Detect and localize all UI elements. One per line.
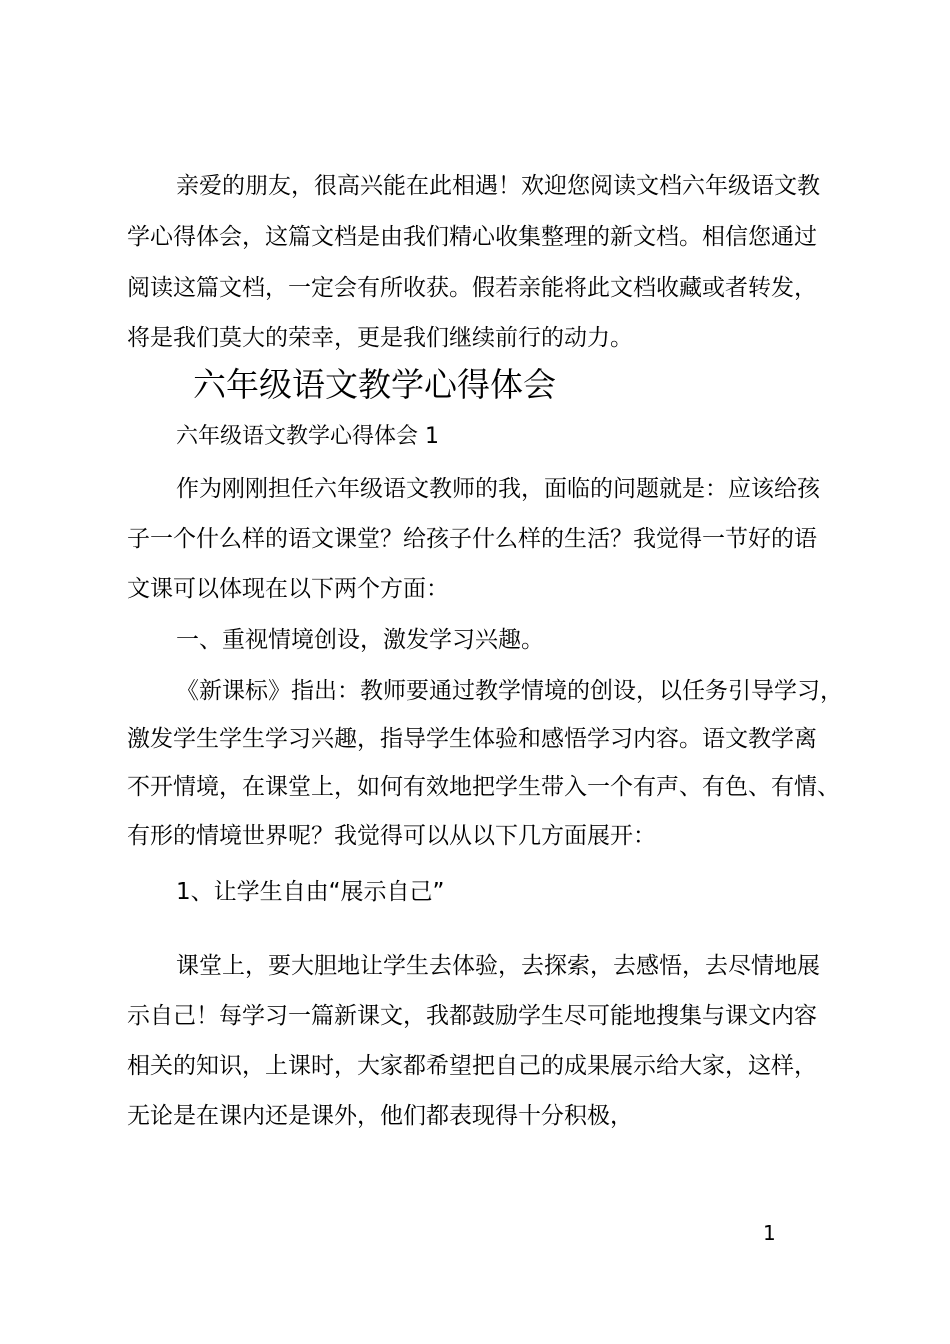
paragraph3-line-1: 课堂上，要大胆地让学生去体验，去探索，去感悟，去尽情地展 [176, 953, 820, 979]
paragraph2-line-1: 《新课标》指出：教师要通过教学情境的创设，以任务引导学习， [176, 678, 843, 704]
intro-line-2: 学心得体会，这篇文档是由我们精心收集整理的新文档。相信您通过 [127, 224, 817, 250]
page-number: 1 [763, 1221, 776, 1245]
intro-line-4: 将是我们莫大的荣幸，更是我们继续前行的动力。 [127, 325, 633, 351]
paragraph2-line-4: 有形的情境世界呢？我觉得可以从以下几方面展开： [127, 823, 656, 849]
paragraph3-line-3: 相关的知识，上课时，大家都希望把自己的成果展示给大家，这样， [127, 1053, 817, 1079]
paragraph3-line-2: 示自己！每学习一篇新课文，我都鼓励学生尽可能地搜集与课文内容 [127, 1003, 817, 1029]
intro-line-3: 阅读这篇文档，一定会有所收获。假若亲能将此文档收藏或者转发， [127, 275, 817, 301]
paragraph2-line-2: 激发学生学生学习兴趣，指导学生体验和感悟学习内容。语文教学离 [127, 726, 817, 752]
paragraph2-line-3: 不开情境，在课堂上，如何有效地把学生带入一个有声、有色、有情、 [127, 774, 840, 800]
document-title: 六年级语文教学心得体会 [193, 365, 556, 404]
heading-2: 1、让学生自由“展示自己” [176, 879, 445, 905]
intro-line-1: 亲爱的朋友，很高兴能在此相遇！欢迎您阅读文档六年级语文教 [176, 173, 820, 199]
paragraph1-line-2: 子一个什么样的语文课堂？给孩子什么样的生活？我觉得一节好的语 [127, 526, 817, 552]
paragraph1-line-1: 作为刚刚担任六年级语文教师的我，面临的问题就是：应该给孩 [176, 476, 820, 502]
heading-1: 一、重视情境创设，激发学习兴趣。 [176, 627, 544, 653]
paragraph1-line-3: 文课可以体现在以下两个方面： [127, 576, 449, 602]
section-subtitle: 六年级语文教学心得体会 1 [176, 424, 439, 449]
paragraph3-line-4: 无论是在课内还是课外，他们都表现得十分积极， [127, 1103, 633, 1129]
